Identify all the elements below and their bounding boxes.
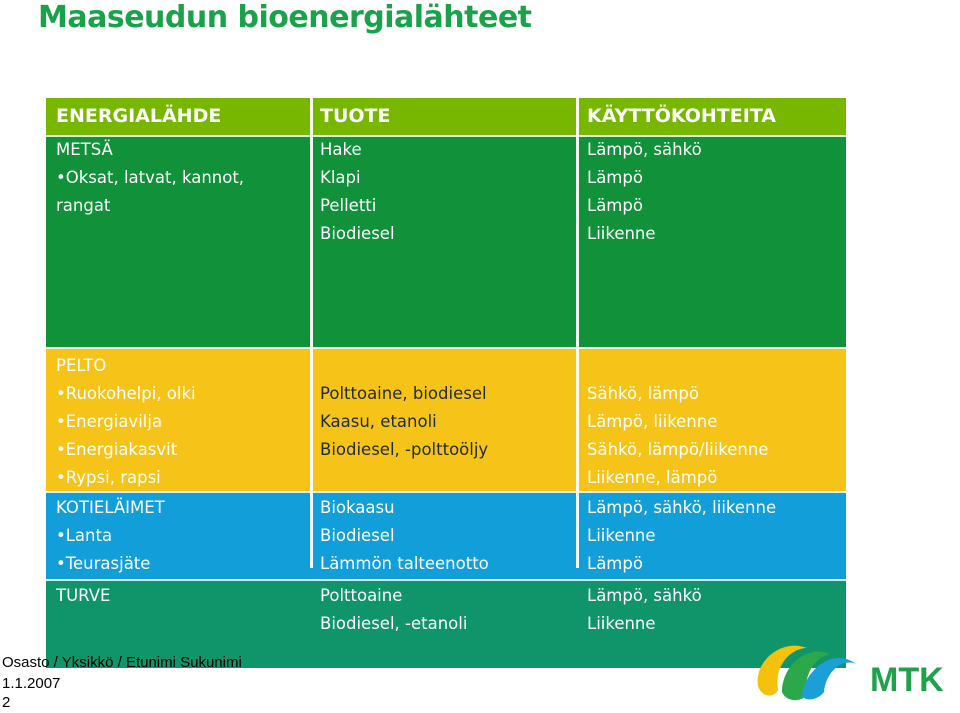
use-cell [587,136,702,248]
slide-title: Maaseudun bioenergialähteet [38,0,532,35]
column-divider [576,98,579,568]
source-line: •Energiakasvit [56,440,178,459]
source-line: •Lanta [56,526,113,545]
row-divider [46,347,846,349]
column-divider [310,98,313,568]
product-line: Biokaasu [320,498,395,517]
source-line: •Oksat, latvat, kannot, [56,168,245,187]
use-line: Lämpö [587,168,643,187]
source-line: KOTIELÄIMET [56,498,165,517]
source-line: •Energiavilja [56,412,163,431]
row-divider [46,135,846,137]
use-line: Liikenne [587,526,656,545]
use-cell [587,582,702,638]
table-row-kotielaimet [46,492,846,580]
source-cell [56,494,165,578]
use-cell [587,380,768,492]
energy-sources-table [46,98,846,633]
source-cell [56,352,196,492]
row-divider [46,491,846,493]
source-line: PELTO [56,356,107,375]
footer-author: Osasto / Yksikkö / Etunimi Sukunimi [2,654,242,671]
product-line: Polttoaine, biodiesel [320,384,487,403]
product-cell [320,380,488,464]
source-line: •Rypsi, rapsi [56,468,161,487]
source-line: METSÄ [56,140,113,159]
table-row-metsa [46,136,846,348]
table-header-row [46,98,846,136]
product-line: Polttoaine [320,586,403,605]
use-line: Liikenne [587,224,656,243]
product-line: Biodiesel, -etanoli [320,614,468,633]
use-line: Lämpö, sähkö, liikenne [587,498,777,517]
product-line: Biodiesel, -polttoöljy [320,440,489,459]
table-row-pelto [46,348,846,492]
product-line: Hake [320,140,362,159]
source-line: rangat [56,196,111,215]
mtk-swirl-icon [758,646,856,700]
product-line: Pelletti [320,196,377,215]
header-energialahde: ENERGIALÄHDE [56,105,222,127]
product-cell [320,136,395,248]
source-line: TURVE [56,586,111,605]
use-line: Lämpö, sähkö [587,586,702,605]
source-cell [56,582,110,610]
product-line: Biodiesel [320,526,395,545]
source-line: •Teurasjäte [56,554,151,573]
use-line: Liikenne [587,614,656,633]
use-line: Lämpö, sähkö [587,140,702,159]
mtk-logo-text: MTK [870,661,944,699]
product-cell [320,494,489,578]
product-line: Biodiesel [320,224,395,243]
product-line: Lämmön talteenotto [320,554,489,573]
use-line: Lämpö [587,554,643,573]
header-tuote: TUOTE [320,105,391,127]
use-line: Sähkö, lämpö [587,384,699,403]
header-kayttokohteita: KÄYTTÖKOHTEITA [587,105,776,127]
use-cell [587,494,776,578]
product-cell [320,582,467,638]
product-line: Klapi [320,168,361,187]
source-line: •Ruokohelpi, olki [56,384,196,403]
use-line: Lämpö [587,196,643,215]
footer-page-number: 2 [2,694,11,711]
source-cell [56,136,244,220]
use-line: Sähkö, lämpö/liikenne [587,440,769,459]
row-divider [46,579,846,581]
product-line: Kaasu, etanoli [320,412,437,431]
footer-date: 1.1.2007 [2,675,61,692]
mtk-logo [752,636,960,711]
use-line: Lämpö, liikenne [587,412,718,431]
use-line: Liikenne, lämpö [587,468,718,487]
